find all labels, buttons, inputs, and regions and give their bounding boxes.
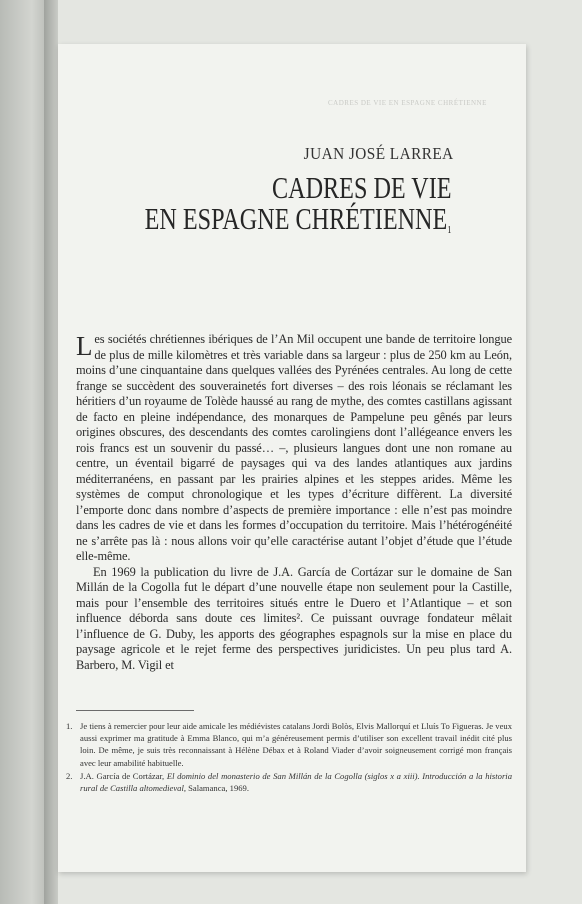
- footnotes: [66, 720, 512, 795]
- running-head: CADRES DE VIE EN ESPAGNE CHRÉTIENNE: [328, 99, 487, 107]
- paragraph: En 1969 la publication du livre de J.A. García de Cortázar sur le domaine de San Millán de la Cogolla fut le départ d’une nouvelle étape non seulement pour la Castille, mais pour l’ensemble des territoires situés entre le Duero et l’Atlantique – et son influence déborda sans doute ces limites². Ce puissant ouvrage fondateur mêlait l’influence de G. Duby, les apports des géographes espagnols sur la mise en place du paysage agricole et le rejet ferme des perspectives juridicistes. Un peu plus tard A. Barbero, M. Vigil et: [76, 564, 512, 672]
- footnote: [66, 770, 512, 794]
- footnote: [66, 720, 512, 769]
- drop-cap: L: [76, 331, 93, 361]
- title-line-1: CADRES DE VIE: [272, 170, 452, 205]
- footnote-number: 2.: [66, 770, 73, 781]
- title-line-2: EN ESPAGNE CHRÉTIENNE$^1$: [145, 201, 452, 236]
- book-gutter: [44, 0, 58, 904]
- chapter-title: [145, 172, 452, 234]
- footnote-divider: [76, 710, 194, 711]
- paragraph: Les sociétés chrétiennes ibériques de l’An Mil occupent une bande de territoire longue de plus de mille kilomètres et très variable dans sa largeur : plus de 250 km au León, moins d’une cinquantaine dans quelques vallées des Pyrénées centrales. Au long de cette frange se succèdent des souverainetés fort diverses – des rois léonais se réclamant les héritiers d’un royaume de Tolède haussé au rang de mythe, des comtes castillans agissant de facto en pleine indépendance, des monarques de Pampelune peu gênés par leurs origines obscures, des descendants des comtes carolingiens dont l’allégeance envers les rois francs est un souvenir du passé… –, plusieurs langues dont une non romane au centre, un éventail bigarré de paysages qui va des landes atlantiques aux jardins méditerranéens, en passant par les prairies alpines et les steppes arides. Même les systèmes de comput chronologique et les types d’écriture diffèrent. La diversité l’emporte donc dans nombre d’aspects de première importance : elle n’est pas moindre dans les cadres de vie et dans les formes d’occupation du territoire. Mais l’hétérogénéité ne s’arrête pas là : nous allons voir qu’elle caractérise autant l’objet d’étude que l’étude elle-même.: [76, 331, 512, 563]
- footnote-number: 1.: [66, 721, 73, 731]
- footnote-ref: 1: [447, 224, 452, 236]
- footnote-text: J.A. García de Cortázar, El dominio del monasterio de San Millán de la Cogolla (siglos x a xiii). Introducción a la historia rural de Castilla altomedieval, Salamanca, 1969.: [80, 770, 512, 794]
- author-name: JUAN JOSÉ LARREA: [303, 144, 454, 163]
- book-page: [58, 44, 526, 872]
- footnote-text: Je tiens à remercier pour leur aide amicale les médiévistes catalans Jordi Bolòs, Elvis Mallorquí et Lluís To Figueras. Je veux aussi exprimer ma gratitude à Emma Blanco, qui m’a généreusement permis d’utiliser son excellent travail inédit cité plus loin. De même, je suis très reconnaissant à Hélène Débax et à Roland Viader d’avoir soigneusement corrigé mon français avec leur amabilité habituelle.: [80, 721, 512, 768]
- body-text: [76, 332, 512, 673]
